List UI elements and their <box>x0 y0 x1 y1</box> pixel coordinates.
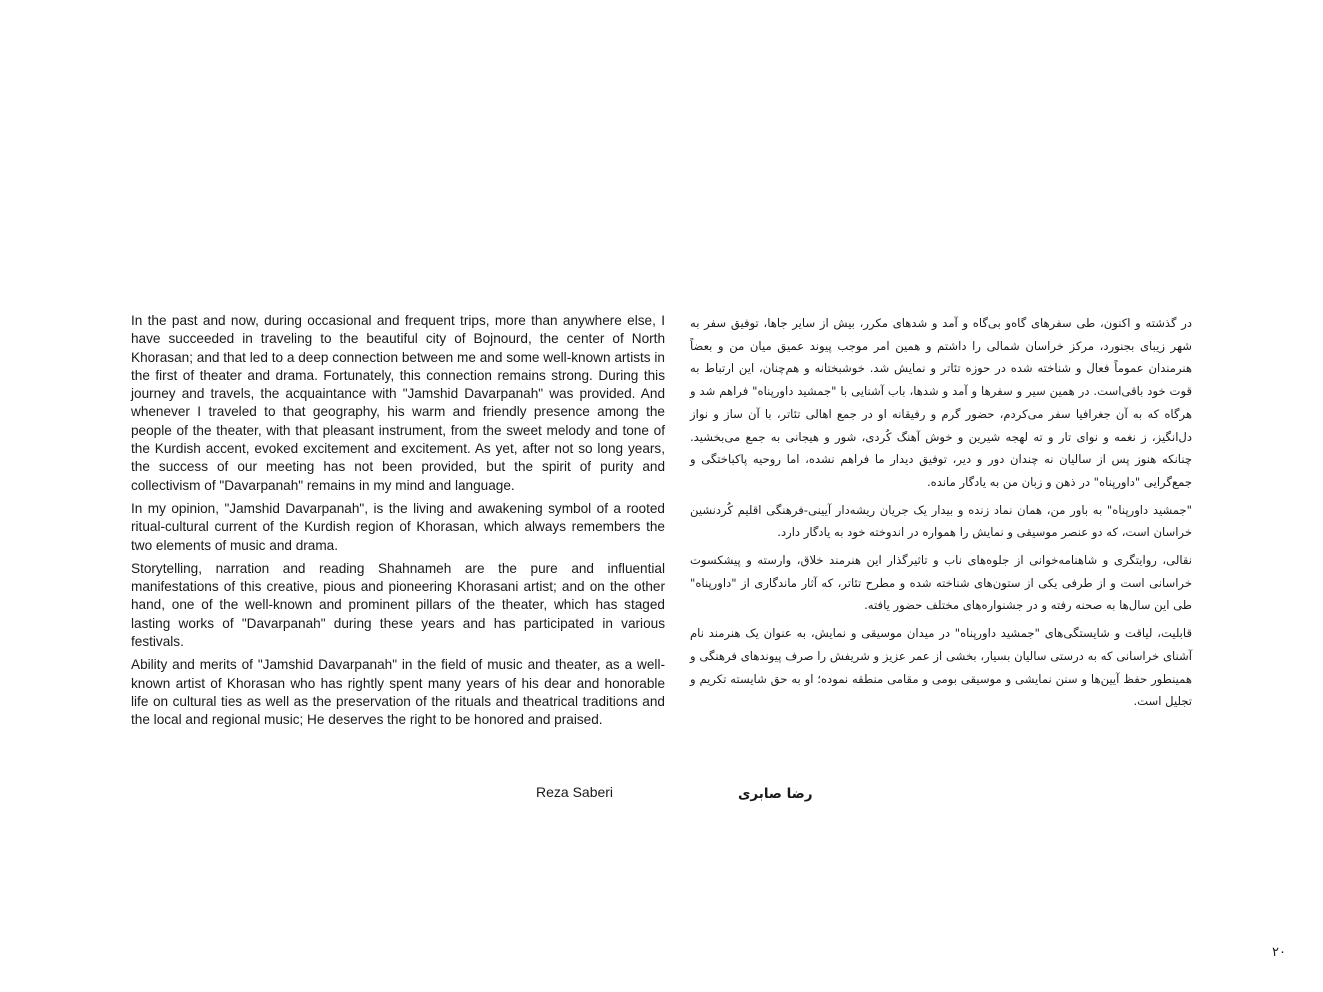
english-paragraph-3: Storytelling, narration and reading Shahnameh are the pure and influential manifestations of this creative, pious and pioneering Khorasani artist; and on the other hand, one of the well-known and prominent pillars of the theater, which has staged lasting works of "Davarpanah" during these years and has participated in various festivals. <box>131 560 665 650</box>
persian-paragraph-2: "جمشید داورپناه" به باور من، همان نماد زنده و بیدار یک جریان ریشه‌دار آیینی-فرهنگی اقلیم کُردنشین خراسان است، که دو عنصر موسیقی و نمایش را همواره در اندوخته خود به یادگار دارد. <box>690 502 1192 540</box>
english-paragraph-2: In my opinion, "Jamshid Davarpanah", is the living and awakening symbol of a rooted ritual-cultural current of the Kurdish region of Khorasan, which always remembers the two elements of music and drama. <box>131 500 665 553</box>
persian-paragraph-1: در گذشته و اکنون، طی سفرهای گاه‌و بی‌گاه و آمد و شدهای مکرر، بیش از سایر جاها، توفیق سفر به شهر زیبای بجنورد، مرکز خراسان شمالی را داشتم و همین امر موجب پیوند عمیق میان من و بعضاً هنرمندان عموماً فعال و شناخته شده در حوزه تئاتر و نمایش شد. خوشبختانه و هم‌چنان، این ارتباط به قوت خود باقی‌است. در همین سیر و سفرها و آمد و شدها، باب آشنایی با "جمشید داورپناه" فراهم شد و هرگاه که به آن جغرافیا سفر می‌کردم، حضور گرم و رفیقانه او در جمع اهالی تئاتر، با آن ساز و نواز دل‌انگیز، ز نغمه و نوای تار و ته لهجه شیرین و خوش آهنگ کُردی، شور و هیجانی به جمع می‌بخشید. چنانکه هنوز پس از سالیان نه چندان دور و دیر، توفیق دیدار ما فراهم نشده، اما روحیه پاکباختگی و جمع‌گرایی "داورپناه" در ذهن و زبان من به یادگار مانده. <box>690 316 1192 489</box>
persian-signature: رضا صابری <box>738 786 813 802</box>
english-paragraph-4: Ability and merits of "Jamshid Davarpanah" in the field of music and theater, as a well-known artist of Khorasan who has rightly spent many years of his dear and honorable life on cultural ties as well as the preservation of the rituals and theatrical traditions and the local and regional music; He deserves the right to be honored and praised. <box>131 657 665 728</box>
english-signature: Reza Saberi <box>536 784 614 800</box>
persian-paragraph-3: نقالی، روایتگری و شاهنامه‌خوانی از جلوه‌های ناب و تاثیرگذار این هنرمند خلاق، وارسته و پیشکسوت خراسانی است و از طرفی یکی از ستون‌های شناخته شده و مطرح تئاتر، که آثار ماندگاری از "داورپناه" طی این سال‌ها به صحنه رفته و در جشنواره‌های مختلف حضور یافته. <box>690 553 1192 613</box>
english-text-column <box>131 312 665 735</box>
page-number: ۲۰ <box>1272 945 1286 960</box>
english-paragraph-1: In the past and now, during occasional and frequent trips, more than anywhere else, I have succeeded in traveling to the beautiful city of Bojnourd, the center of North Khorasan; and that led to a deep connection between me and some well-known artists in the first of theater and drama. Fortunately, this connection remains strong. During this journey and travels, the acquaintance with "Jamshid Davarpanah" was provided. And whenever I traveled to that geography, his warm and friendly presence among the people of the theater, with that pleasant instrument, from the sweet melody and tone of the Kurdish accent, evoked excitement and excitement. As yet, after not so long years, the success of our meeting has not been provided, but the spirit of purity and collectivism of "Davarpanah" remains in my mind and language. <box>131 313 665 493</box>
persian-paragraph-4: قابلیت، لیاقت و شایستگی‌های "جمشید داورپناه" در میدان موسیقی و نمایش، به عنوان یک هنرمند نام آشنای خراسانی که به درستی سالیان بسیار، بخشی از عمر عزیز و شریفش را صرف پیوندهای فرهنگی و همینطور حفظ آیین‌ها و سنن نمایشی و موسیقی بومی و مقامی منطقه نموده؛ او به حق شایسته تکریم و تجلیل است. <box>690 626 1192 709</box>
persian-text-column <box>690 312 1192 718</box>
